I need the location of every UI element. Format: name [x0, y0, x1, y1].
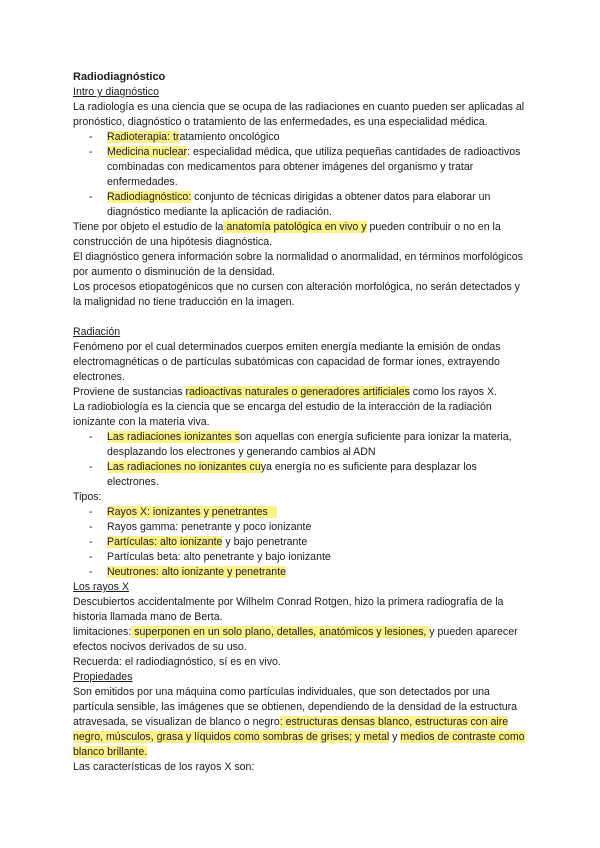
list-item	[107, 505, 528, 520]
highlight: radioactivas naturales o generadores artificiales	[185, 386, 410, 398]
highlight: anatomía patológica en vivo y	[223, 221, 367, 233]
document-body	[73, 70, 528, 775]
paragraph: Fenómeno por el cual determinados cuerpos emiten energía mediante la emisión de ondas electromagnéticas o de partículas subatómicas con capacidad de formar iones, extrayendo electrones.	[73, 341, 501, 383]
paragraph: Los procesos etiopatogénicos que no cursen con alteración morfológica, no serán detectados y la malignidad no tiene traducción en la imagen.	[73, 281, 520, 308]
radiation-list	[73, 430, 528, 490]
highlight: Neutrones: alto ionizante y penetrante	[107, 566, 287, 578]
paragraph: Tiene por objeto el estudio de la anatomía patológica en vivo y pueden contribuir o no en la construcción de una hipótesis diagnóstica.	[73, 221, 501, 248]
section-heading-rayos-x: Los rayos X	[73, 581, 129, 593]
list-item: - Medicina nuclear: especialidad médica, que utiliza pequeñas cantidades de radioactivos combinadas con medicamentos para obtener imágenes del organismo y tratar enfermedades.	[107, 145, 528, 190]
tipos-list	[73, 505, 528, 580]
highlight: superponen en un solo plano, detalles, anatómicos y lesiones,	[131, 626, 430, 638]
list-item: - Partículas: alto ionizante y bajo penetrante	[107, 535, 528, 550]
list-item: - Las radiaciones no ionizantes cuya energía no es suficiente para desplazar los electrones.	[107, 460, 528, 490]
highlight: Rayos X: ionizantes y penetrantes	[107, 506, 277, 518]
paragraph: Son emitidos por una máquina como partículas individuales, que son detectados por una partícula sensible, las imágenes que se obtienen, dependiendo de la densidad de la estructura atravesada, se visualizan de blanco o negro: estructuras densas blanco, estructuras con aire negro, músculos, grasa y líquidos como sombras de grises; y metal y medios de contraste como blanco brillante.	[73, 686, 525, 758]
list-item: - Rayos gamma: penetrante y poco ionizante	[107, 520, 528, 535]
paragraph: La radiología es una ciencia que se ocupa de las radiaciones en cuanto pueden ser aplicadas al pronóstico, diagnóstico o tratamiento de las enfermedades, es una especialidad médica.	[73, 101, 525, 128]
highlight: Las radiaciones ionizantes s	[107, 431, 241, 443]
section-heading-intro: Intro y diagnóstico	[73, 86, 159, 98]
highlight: Partículas: alto ionizante	[107, 536, 223, 548]
highlight: : estructuras densas blanco, estructuras con aire negro, músculos, grasa y líquidos como sombras de grises; y metal	[73, 716, 509, 743]
paragraph: La radiobiología es la ciencia que se encarga del estudio de la interacción de la radiación ionizante con la materia viva.	[73, 401, 492, 428]
list-item: - Radiodiagnóstico: conjunto de técnicas dirigidas a obtener datos para elaborar un diagnóstico mediante la aplicación de radiación.	[107, 190, 528, 220]
highlight: medios de contraste como blanco brillante.	[73, 731, 525, 758]
paragraph: Descubiertos accidentalmente por Wilhelm Conrad Rotgen, hizo la primera radiografía de la historia llamada mano de Berta.	[73, 596, 504, 623]
document-title: Radiodiagnóstico	[73, 71, 166, 83]
section-heading-propiedades: Propiedades	[73, 671, 133, 683]
section-heading-radiacion: Radiación	[73, 326, 121, 338]
paragraph: Recuerda: el radiodiagnóstico, sí es en vivo.	[73, 656, 281, 668]
highlight: Radiodiagnóstico:	[107, 191, 192, 203]
paragraph: limitaciones: superponen en un solo plano, detalles, anatómicos y lesiones, y pueden aparecer efectos nocivos derivados de su uso.	[73, 626, 518, 653]
intro-list	[73, 130, 528, 220]
list-item: - Las radiaciones ionizantes son aquellas con energía suficiente para ionizar la materia, desplazando los electrones y generando cambios al ADN	[107, 430, 528, 460]
tipos-label: Tipos:	[73, 491, 102, 503]
paragraph: Las características de los rayos X son:	[73, 761, 255, 773]
list-item	[107, 565, 528, 580]
list-item: - Partículas beta: alto penetrante y bajo ionizante	[107, 550, 528, 565]
paragraph: Proviene de sustancias radioactivas naturales o generadores artificiales como los rayos X.	[73, 386, 497, 398]
highlight: Radioterapia: tr	[107, 131, 180, 143]
highlight: Medicina nuclear	[107, 146, 188, 158]
list-item: - Radioterapia: tratamiento oncológico	[107, 130, 528, 145]
spacer	[73, 310, 528, 325]
paragraph: El diagnóstico genera información sobre la normalidad o anormalidad, en términos morfológicos por aumento o disminución de la densidad.	[73, 251, 523, 278]
highlight: Las radiaciones no ionizantes cu	[107, 461, 261, 473]
